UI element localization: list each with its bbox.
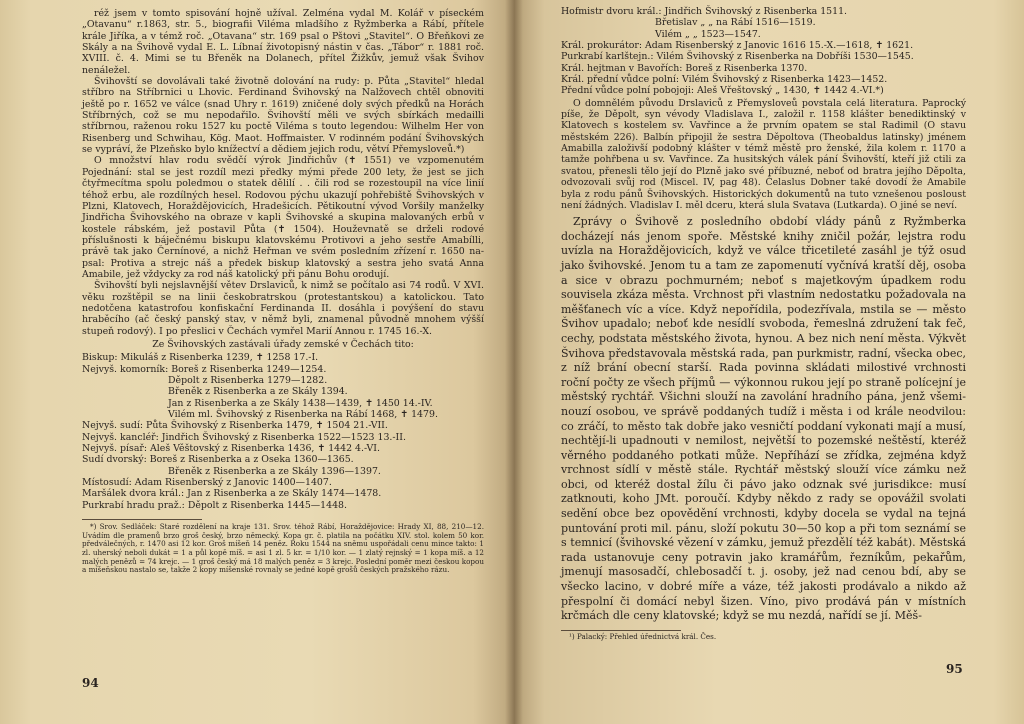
footnote: ¹) Palacký: Přehled úřednictvá král. Čes. — [569, 631, 717, 641]
offices-intro: Ze Švihovských zastávali úřady zemské v Čechách tito: — [152, 338, 414, 350]
office-row: Břeněk z Risenberka a ze Skály 1396—1397. — [168, 465, 381, 477]
page-number: 94 — [82, 676, 99, 690]
office-row: Děpolt z Risenberka 1279—1282. — [168, 375, 328, 386]
footnote: *) Srov. Sedláček: Staré rozdělení na kraje 131. Srov. téhož Rábí, Horaždějovice: Hrady XI, 88, 210—12. Uvádím dle pramenů brzo groš český, brzo německý. Kopa gr. č. platila na počátku XIV. stol. kolem 50 kor. předválečných, r. 1470 asi 12 kor. Groš míšeň 14 peněz. Roku 1544 na sněmu uspořádali cenu mince takto: 1 zl. uherský neboli dukát = 1 a půl kopě míš. = asi 1 zl. 5 kr. = 1/10 kor. — 1 zlatý rejnský = 1 kopa míš. a 12 malých penězů = 74 krejc. — 1 groš český má 18 malých peněz = 3 krejc. Poslední poměr mezi českou kopou a míšeňskou nastalo se, takže 2 kopy míšenské rovnaly se jedné kopě grošů českých pražského rázu. — [82, 522, 484, 575]
office-row: Purkrabí hradu praž.: Děpolt z Risenberka 1445—1448. — [82, 499, 347, 511]
offices-continued — [561, 6, 966, 97]
footnote-divider — [82, 519, 202, 520]
footnote-divider — [561, 630, 681, 631]
office-row: Břeněk z Risenberka a ze Skály 1394. — [168, 386, 348, 398]
office-row: Břetislav „ „ na Rábí 1516—1519. — [655, 17, 816, 29]
left-page-body — [82, 8, 484, 575]
right-page-body — [561, 6, 966, 641]
book-gutter — [505, 0, 523, 724]
office-row: Přední vůdce polní pobojoji: Aleš Vřeštovský „ 1430, ✝ 1442 4.-VI.*) — [561, 85, 884, 97]
office-row: Maršálek dvora král.: Jan z Risenberka a ze Skály 1474—1478. — [82, 488, 382, 500]
office-row: Nejvyš. sudí: Půta Švihovský z Risenberka 1479, ✝ 1504 21.-VII. — [82, 420, 388, 432]
offices-list — [82, 352, 484, 511]
paragraph: Švihovští se dovolávali také životně dolování na rudy: p. Půta „Stavitel“ hledal stříbro na Stříbrnici u Lhovic. Ferdinand Švihovský na Nalžovech chtěl obnoviti ještě po r. 1652 ve válce (snad Uhry r. 1619) zničené doly svých předků na Horách Stříbrných, což se mu nepodařilo. Švihovští měli ve svých sbírkách medailli stříbrnou, raženou roku 1527 ku poctě Viléma s touto legendou: Wilhelm Her von Risenberg und Schwihau, Kög. Maot. Hoffmaister. V rodinném podání Švihovských se vypráví, že Plzeňsko bylo knížectví a dědiem jejich rodu, větví Přemysloveů.*) — [82, 76, 484, 156]
office-row: Nejvyš. komorník: Boreš z Risenberka 1249—1254. — [82, 363, 327, 375]
office-row: Král. prokurátor: Adam Risenberský z Janovic 1616 15.-X.—1618, ✝ 1621. — [561, 40, 914, 52]
office-row: Místosudí: Adam Risenberský z Janovic 1400—1407. — [82, 477, 332, 489]
office-row: Biskup: Mikuláš z Risenberka 1239, ✝ 1258 17.-I. — [82, 352, 319, 364]
office-row: Vilém ml. Švihovský z Risenberka na Rábí 1468, ✝ 1479. — [168, 409, 438, 421]
office-row: Nejvyš. kancléř: Jindřich Švihovský z Risenberka 1522—1523 13.-II. — [82, 431, 406, 443]
paragraph: O množství hlav rodu svědčí výrok Jindřichův (✝ 1551) ve vzpomenutém Pojednání: stal se jest rozdíl mezi předky mými přede 200 lety, že jest se jich čtyřmecítma spolu poledmou o statek dělilí . . čili rod se rozestoupil na více linií téhož erbu, ale rozdílných hesel. Rodovou pýchu ukazují pohřebiště Švihovských v Plzni, Klatovech, Horaždějovicích, Hradešicích. Pětikoutní vývod Voršily manželky Jindřicha Švihovského na obraze v kapli Švihovské a skupina malovaných erbů v kostele rábském, jež postavil Půta (✝ 1504). Houževnatě se drželi rodové příslušnosti k báječnému biskupu klatovskému Protivovi a jeho sestře Amabílli, právě tak jako Černínové, a nichž Heřman ve svém posledním zřízení r. 1650 napsal: Protiva a strejc náš a předek biskup klatovský a sestra jeho svatá Anna Amabile, jež vždycky za rod náš katolický při pánu Bohu orodují. — [82, 155, 484, 280]
right-page — [514, 0, 1024, 724]
office-row: Jan z Risenberka a ze Skály 1438—1439, ✝ 1450 14.-IV. — [168, 397, 433, 409]
paragraph: réž jsem v tomto spisování hojně užíval. Zelména vydal M. Kolář v píseckém „Otavanu“ r.1863, str. 5., biografii Viléma mladšího z Ryžmberka a Rábí, přítele krále Jiříka, a v témž roč. „Otavana“ str. 169 psal o Pštovi „Stavitel“. O Břeňkovi ze Skály a na Švihově vydal E. L. Líbnaí životopisný nástin v čas. „Tábor“ r. 1881 roč. XVIII. č. 4. Mimi se tu Břeněk na Dolanech, přítel Žižkův, jemuž však Švihov nenáležel. — [82, 8, 484, 76]
office-row: Král. přední vůdce polní: Vilém Švihovský z Risenberka 1423—1452. — [561, 74, 888, 86]
office-row: Nejvyš. písař: Aleš Věštovský z Risenberka 1436, ✝ 1442 4.-VI. — [82, 443, 380, 455]
paragraph: Švihovští byli nejslavnější větev Drslaviců, k nimž se počítalo asi 74 rodů. V XVI. věku rozštěpil se na linii českobratrskou (protestantskou) a katolickou. Tato nedotčena katastrofou konfiskační Ferdinanda II. dosáhla i povýšení do stavu hraběcího (ač český panský stav, v němž byli, znamenal původně mnohem výšší stupeň rodový). I po přeslici v Čechách vymřel Marií Annou r. 1745 16.-X. — [82, 280, 484, 337]
office-row: Sudí dvorský: Boreš z Risenberka a z Oseka 1360—1365. — [82, 454, 354, 466]
main-paragraph: Zprávy o Švihově z posledního období vlády pánů z Ryžmberka docházejí nás jenom spoře. Městské knihy zničil požár, lejstra rodu uvízla na Horaždějovicích, když ve válce třicetileté zasáhl je týž osud jako švihovské. Jenom tu a tam ze zapomenutí vyčnívá kratší děj, osoba a sice v obrazu pochmurném; neboť s majetkovým úpadkem rodu souvisela zkáza města. Vrchnost při vlastním nedostatku požadovala na měšťanech víc a více. Když nepořídila, podezřívala, mstila se — město Švihov upadalo; neboť kde nesídlí svoboda, řemeslná združení tak feč, cechy, podstata městského života, hynou. A bez nich není města. Výkvět Švihova představovala městská rada, pan purkmistr, radní, všecka obec, z níž brání obecní starší. Rada povinna skládati milostivé vrchnosti roční počty ze všech příjmů — výkonnou rukou její po straně polícejní je městský rychtář. Všichni slouží na zavolání hradního pána, jenž všeminouzí osobou, ve správě poddaných tudíž i města i od krále neodvilou: co zráčí, to město tak dobře jako vesničtí poddaní vykonati mají a musí, nechtějí-li upadnouti v nemilost, největší to pozemské neštěstí, kteréž věrného poddaného potkati může. Nepříhází se zřídka, zejména když vrchnost sídlí v městě stále. Rychtář městský slouží více zámku než obci, od kteréž dostal žílu či pávo jako odznak své jurisdikce: musí zatknouti, koho JMt. poroučí. Kdyby někdo z rady se opovážil svolati sedění obce bez opovědění vrchnosti, kdyby docela se vydal na tejná puntování proti mil. pánu, složí pokutu 30—50 kop a při tom seznámí se s temnicí (švihovské vězení v zámku, jemuž přezdělí též kabát). Městská rada ustanovuje ceny potravin jako kramářům, řezníkům, pekařům, jmenují masosadčí, chlebosadčí t. j. osoby, jež nad cenou bdí, aby se všecko lacino, v dobré míře a váze, též jakosti prodávalo a nikdo až přespolní či domácí nebyl šizen. Víno, pivo prodává pán v místních krčmách dle ceny klatovské; když se mu nezdá, nařídí se jí. Měš- — [561, 215, 966, 623]
office-row: Vilém „ „ 1523—1547. — [655, 28, 761, 40]
office-row: Hofmistr dvoru král.: Jindřich Švihovský z Risenberka 1511. — [561, 6, 848, 17]
office-row: Král. hejtman v Bavořích: Boreš z Risenberka 1370. — [561, 62, 808, 74]
office-row: Purkrabí karlštejn.: Vilém Švihovský z Risenberka na Dobříši 1530—1545. — [561, 51, 914, 63]
paragraph: O domnělém původu Drslaviců z Přemysloveů povstala celá literatura. Paprocký píše, že Děpolt, syn vévody Vladislava I., založil r. 1158 klášter benediktinský v Klatovech s kostelem sv. Vavřince a že prvním opatem se stal Radimil (O stavu městském 226). Balbín připojil že sestra Děpoltova (Theobaldus latinsky) jménem Amabilla založivší podobný klášter v témž městě pro ženské, žila kolem r. 1170 a tamže pohřbena u sv. Vavřince. Za husitských válek pání Švihovští, kteří již ctili za svatou, přenesli tělo její do Plzně jako své příbuzné, neboť od bratra jejího Děpolta, odvozovali svůj rod (Miscel. IV, pag 48). Čelaslus Dobner také dovodí že Amabile byla z rodu pánů Švihovských. Historických dokumentů na tuto vznešenou posloust není žádných. Vladislav I. měl dceru, která slula Svatava (Lutkarda). O jiné se neví. — [561, 97, 966, 211]
page-number: 95 — [946, 662, 963, 676]
